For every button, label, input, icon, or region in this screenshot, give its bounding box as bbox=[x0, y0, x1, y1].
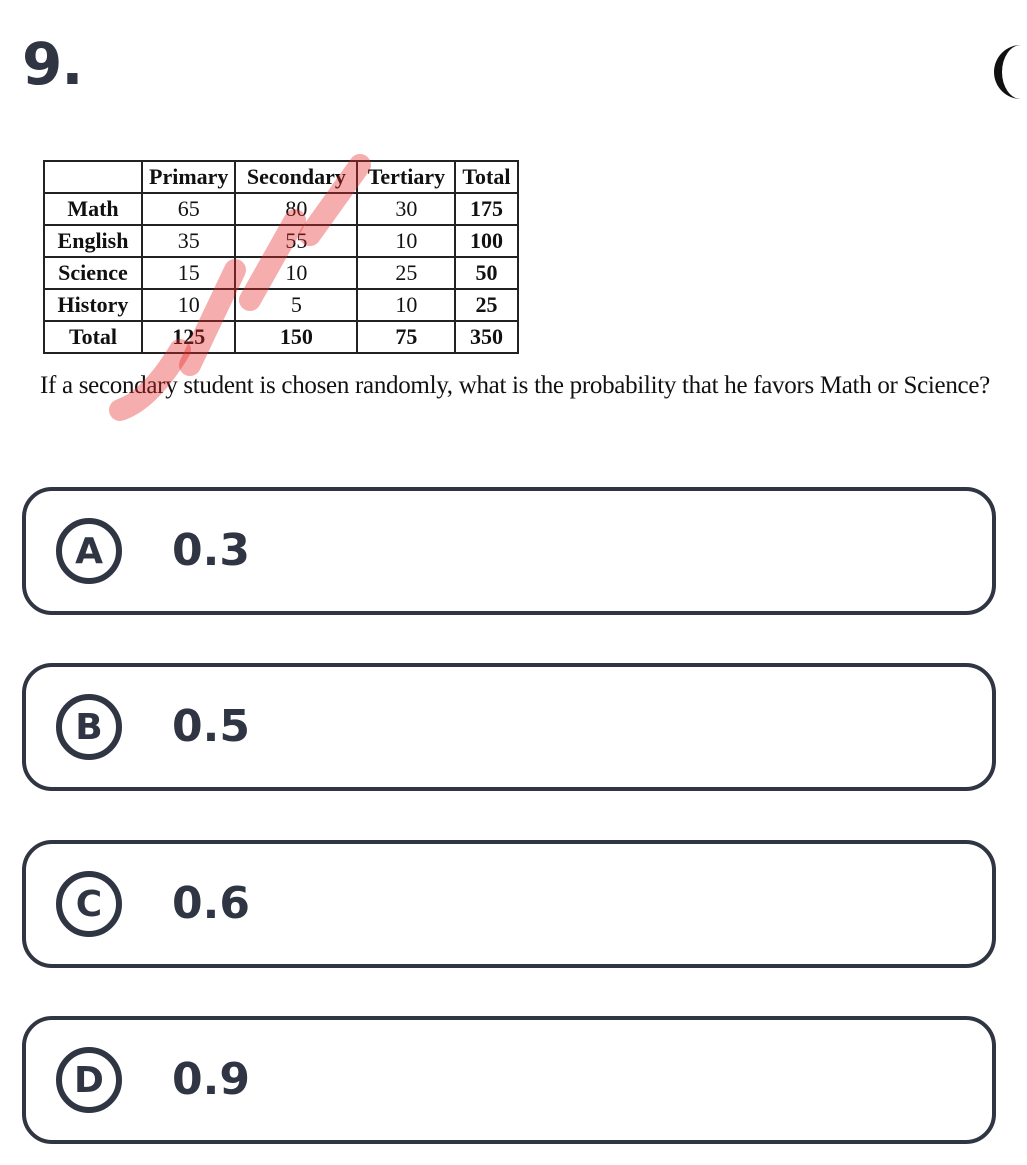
table-cell: 75 bbox=[357, 321, 455, 353]
choice-letter-badge: C bbox=[56, 871, 122, 937]
table-cell: 35 bbox=[142, 225, 235, 257]
table-header-cell: Total bbox=[455, 161, 517, 193]
table-header-cell: Tertiary bbox=[357, 161, 455, 193]
table-row-label: English bbox=[44, 225, 142, 257]
edge-fragment bbox=[994, 45, 1022, 99]
choice-value: 0.3 bbox=[172, 525, 250, 576]
choice-letter-badge: A bbox=[56, 518, 122, 584]
table-row bbox=[44, 257, 518, 289]
table-cell: 65 bbox=[142, 193, 235, 225]
table-row-label: Science bbox=[44, 257, 142, 289]
choice-c[interactable] bbox=[22, 840, 996, 968]
table-cell-total: 350 bbox=[455, 321, 517, 353]
table-row bbox=[44, 193, 518, 225]
frequency-table bbox=[43, 160, 519, 354]
table-cell: 125 bbox=[142, 321, 235, 353]
choice-letter-badge: B bbox=[56, 694, 122, 760]
table-header-cell: Primary bbox=[142, 161, 235, 193]
choice-value: 0.9 bbox=[172, 1054, 250, 1105]
choice-a[interactable] bbox=[22, 487, 996, 615]
table-cell: 5 bbox=[235, 289, 357, 321]
table-cell: 10 bbox=[142, 289, 235, 321]
table-row bbox=[44, 289, 518, 321]
question-image bbox=[0, 150, 1027, 420]
table-cell: 25 bbox=[357, 257, 455, 289]
table-cell: 15 bbox=[142, 257, 235, 289]
choice-letter-badge: D bbox=[56, 1047, 122, 1113]
choice-d[interactable] bbox=[22, 1016, 996, 1144]
table-cell: 55 bbox=[235, 225, 357, 257]
table-cell: 10 bbox=[235, 257, 357, 289]
table-cell-total: 50 bbox=[455, 257, 517, 289]
table-cell: 10 bbox=[357, 225, 455, 257]
table-cell-total: 100 bbox=[455, 225, 517, 257]
table-row-label: Total bbox=[44, 321, 142, 353]
table-row-label: History bbox=[44, 289, 142, 321]
table-cell: 80 bbox=[235, 193, 357, 225]
table-cell: 30 bbox=[357, 193, 455, 225]
table-cell: 10 bbox=[357, 289, 455, 321]
table-row-label: Math bbox=[44, 193, 142, 225]
choice-b[interactable] bbox=[22, 663, 996, 791]
table-row bbox=[44, 225, 518, 257]
choice-value: 0.5 bbox=[172, 701, 250, 752]
choice-value: 0.6 bbox=[172, 878, 250, 929]
table-cell-total: 25 bbox=[455, 289, 517, 321]
table-total-row bbox=[44, 321, 518, 353]
table-header-cell: Secondary bbox=[235, 161, 357, 193]
table-cell: 150 bbox=[235, 321, 357, 353]
question-text: If a secondary student is chosen randomly, what is the probability that he favors Math or Science? bbox=[40, 372, 990, 399]
table-cell-total: 175 bbox=[455, 193, 517, 225]
table-header-cell bbox=[44, 161, 142, 193]
table-header-row bbox=[44, 161, 518, 193]
question-number: 9. bbox=[22, 30, 83, 98]
